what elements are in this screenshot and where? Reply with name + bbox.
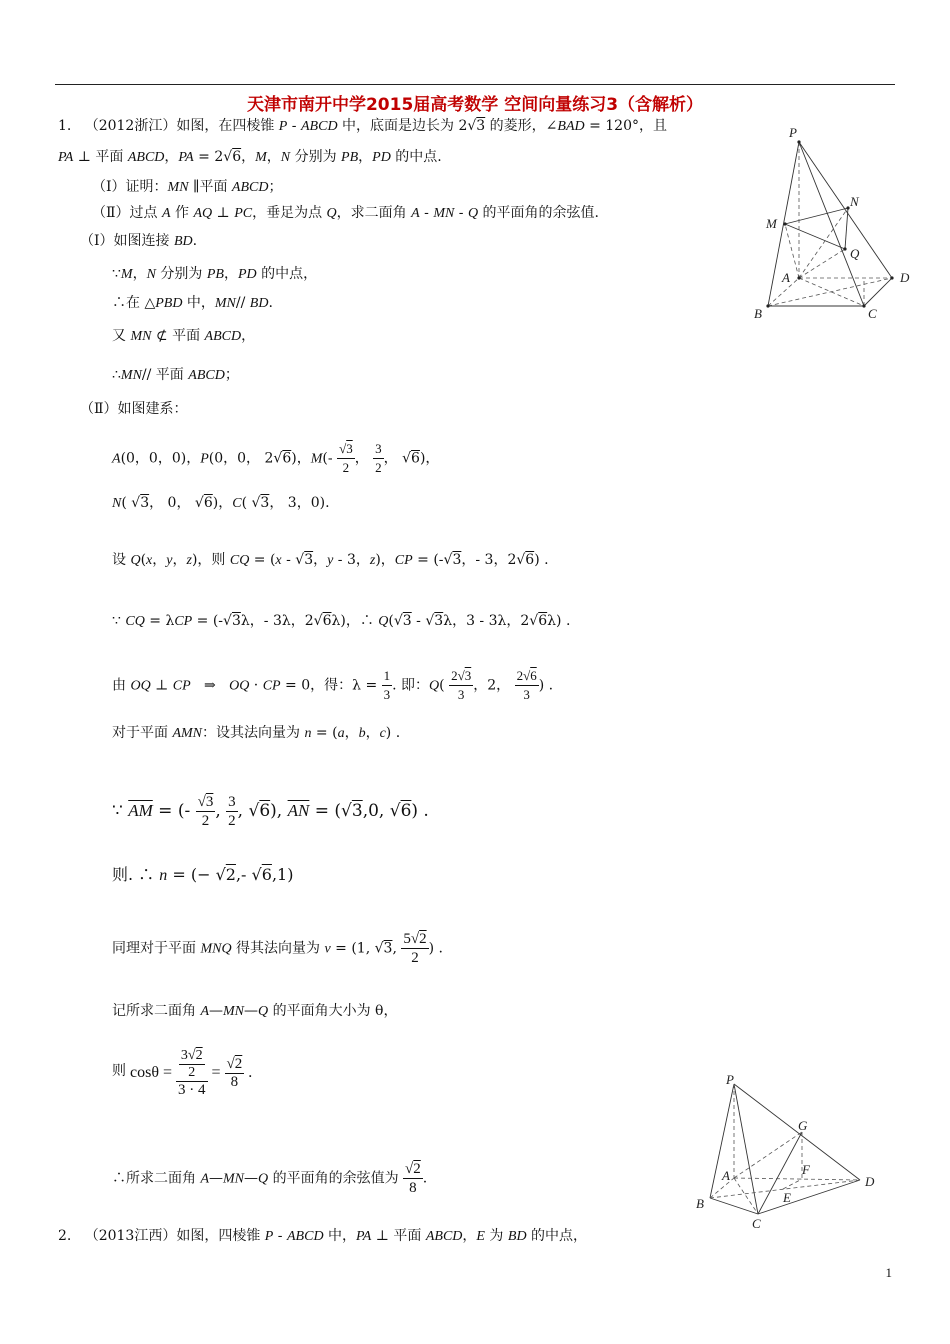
p1-s2-ans: ∴所求二面角 A—MN—Q 的平面角的余弦值为 $\frac{√2}{8}$ . — [112, 1161, 428, 1196]
fig2-label-g: G — [798, 1118, 808, 1133]
figure2-pyramid — [690, 1068, 885, 1233]
p1-s1-a: ∵M，N 分别为 PB，PD 的中点， — [112, 266, 318, 282]
p1-s1-b: ∴在 △PBD 中，MN// BD. — [112, 295, 273, 311]
p1-s2-coords1: A(0，0，0)，P(0，0， 2√6)，M(- $\frac{√3}{2}$ ， $\frac{3}{2}$ ， √6)， — [112, 441, 440, 475]
fig1-label-n: N — [850, 194, 859, 209]
p1-line2: PA ⊥ 平面 ABCD，PA = 2√6，M，N 分别为 PB，PD 的中点. — [58, 149, 442, 165]
fig1-label-m: M — [766, 216, 777, 231]
fig2-label-b: B — [696, 1196, 704, 1211]
p1-s2-head: （Ⅱ）如图建系： — [80, 401, 188, 417]
p1-s2-theta: 记所求二面角 A—MN—Q 的平面角大小为 θ， — [112, 1003, 398, 1019]
fig2-label-c: C — [752, 1216, 761, 1231]
p1-s2-n: 则. ∴ n = (− √2,- √6,1) — [112, 865, 294, 884]
fig1-label-a: A — [782, 270, 790, 285]
p1-s2-cos-prefix: 则 — [112, 1063, 126, 1079]
header-rule — [55, 84, 895, 85]
p1-line1: 1. （2012浙江）如图，在四棱锥 P - ABCD 中，底面是边长为 2√3 的菱形，∠BAD = 120°，且 — [58, 118, 667, 134]
p1-s2-v: 同理对于平面 MNQ 得其法向量为 v = (1, √3, $\frac{5√2}{2}$ ) . — [112, 931, 443, 966]
p1-s2-plane: 对于平面 AMN：设其法向量为 n = (a，b，c) . — [112, 725, 401, 741]
fig1-label-c: C — [868, 306, 877, 321]
fig2-label-p: P — [726, 1072, 734, 1087]
fig1-label-d: D — [900, 270, 910, 285]
fig2-label-a: A — [722, 1168, 730, 1183]
fig1-label-b: B — [754, 306, 762, 321]
p1-s1-head: （Ⅰ）如图连接 BD. — [80, 233, 198, 249]
fig2-label-f: F — [802, 1162, 810, 1177]
p1-s2-lambda: ∵ CQ = λCP = (-√3λ，- 3λ，2√6λ)，∴ Q(√3 - √3λ，3 - 3λ，2√6λ) . — [112, 613, 571, 629]
page-number: 1 — [885, 1265, 892, 1280]
fig2-label-d: D — [865, 1174, 875, 1189]
p1-s2-q: 设 Q(x，y，z)，则 CQ = (x - √3，y - 3，z)，CP = (-√3，- 3，2√6) . — [112, 552, 549, 568]
p2-line1: 2. （2013江西）如图，四棱锥 P - ABCD 中，PA ⊥ 平面 ABCD，E 为 BD 的中点， — [58, 1228, 588, 1244]
p1-s1-c: 又 MN ⊄ 平面 ABCD， — [112, 328, 256, 344]
fig2-label-e: E — [783, 1190, 791, 1205]
fig1-label-p: P — [789, 125, 797, 140]
p1-s2-coords2: N( √3， 0， √6)，C( √3， 3，0). — [112, 495, 330, 511]
p1-q2: （Ⅱ）过点 A 作 AQ ⊥ PC，垂足为点 Q，求二面角 A - MN - Q 的平面角的余弦值. — [92, 205, 599, 221]
p1-s1-d: ∴MN// 平面 ABCD； — [112, 367, 239, 383]
figure1-pyramid — [752, 118, 927, 328]
p1-q1: （Ⅰ）证明：MN ∥平面 ABCD； — [92, 179, 283, 195]
p1-s2-vecs: ∵ $\overline{AM}$ = (- $\frac{√3}{2}$ , $\frac{3}{2}$ , √6), $\overline{AN} = (√3,0$, √6) . — [112, 794, 429, 829]
p1-s2-cos: cosθ = $\frac{\frac{3√2}{2}}{3 \cdot 4}$ = $\frac{√2}{8}$ . — [130, 1048, 253, 1098]
fig1-label-q: Q — [850, 246, 860, 261]
document-title: 天津市南开中学2015届高考数学 空间向量练习3（含解析） — [246, 95, 704, 115]
p1-s2-solve: 由 OQ ⊥ CP ⇒ OQ · CP = 0，得：λ = $\frac{1}{3}$ . 即：Q( $\frac{2√3}{3}$ ，2， $\frac{2√6}{3}$ ) . — [112, 668, 554, 702]
